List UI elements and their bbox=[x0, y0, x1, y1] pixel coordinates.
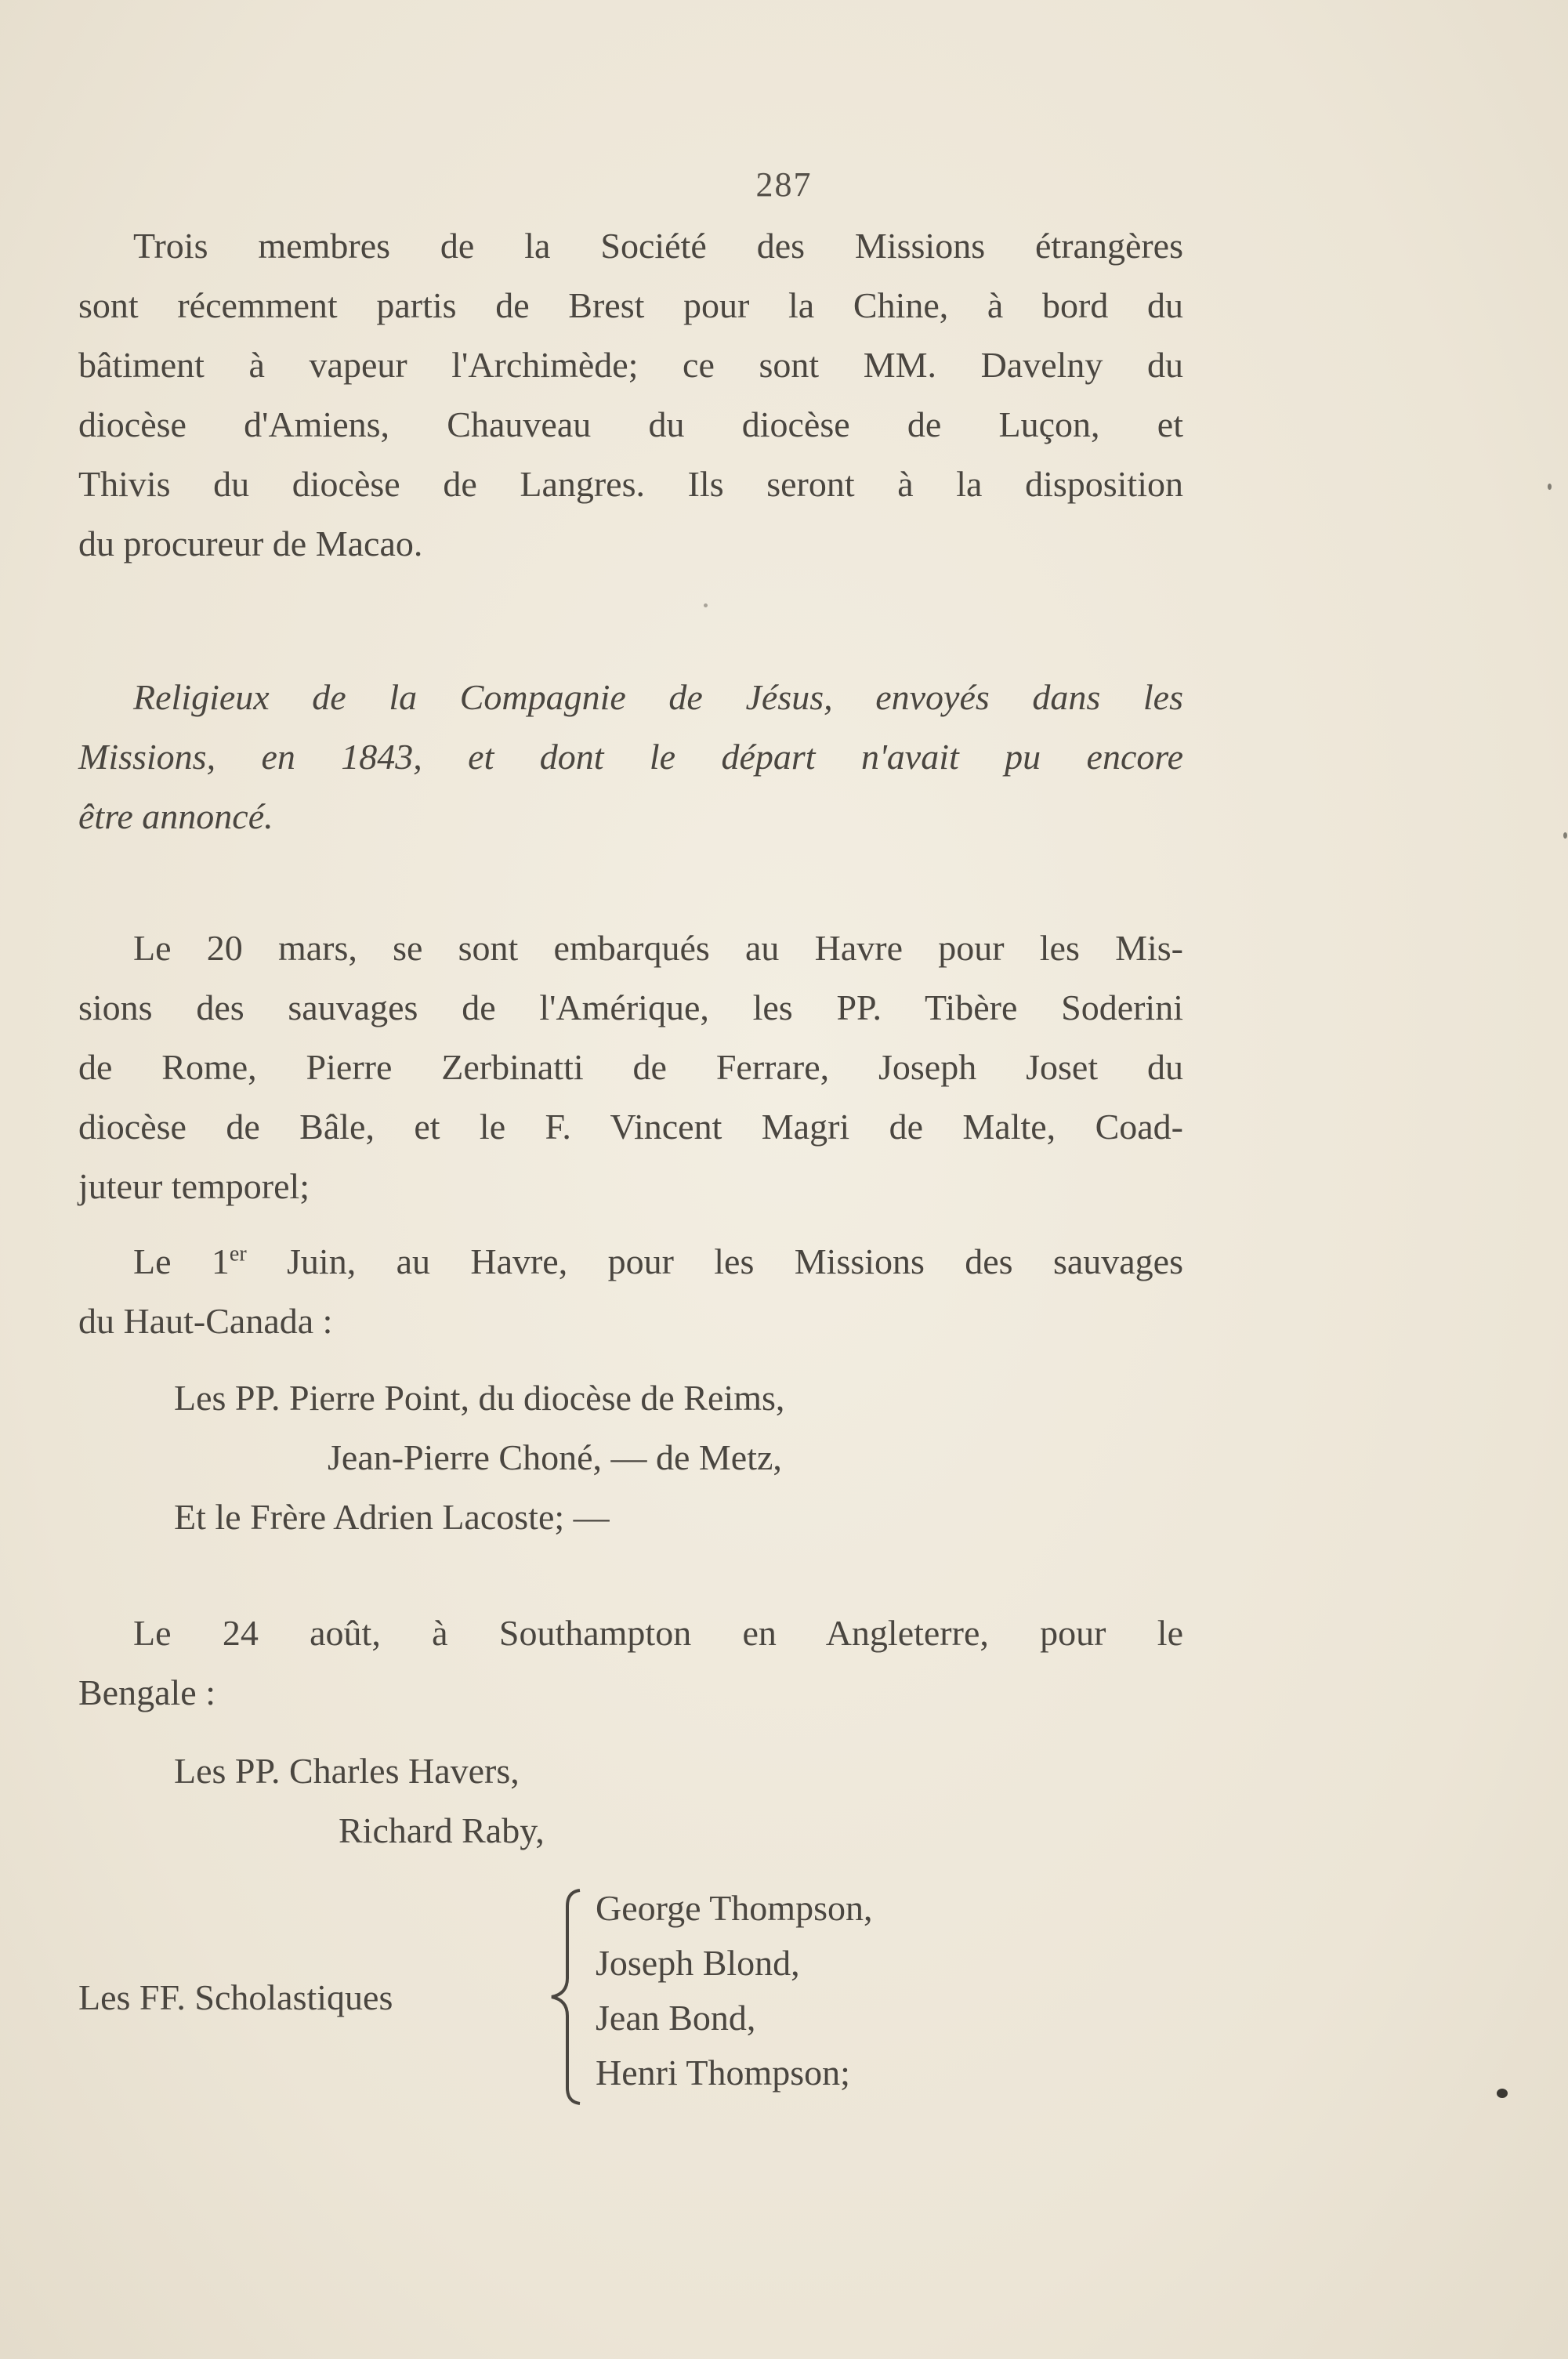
text-line: diocèse d'Amiens, Chauveau du diocèse de Luçon, et bbox=[78, 404, 1183, 444]
heading-line: Missions, en 1843, et dont le départ n'avait pu encore bbox=[78, 737, 1183, 777]
list-item: George Thompson, bbox=[596, 1888, 873, 1928]
text-line: Thivis du diocèse de Langres. Ils seront à la disposition bbox=[78, 464, 1183, 504]
ordinal-suffix: er bbox=[229, 1241, 247, 1266]
ink-speck bbox=[704, 603, 708, 607]
ink-speck bbox=[1548, 484, 1552, 490]
text-line: de Rome, Pierre Zerbinatti de Ferrare, Joseph Joset du bbox=[78, 1047, 1183, 1087]
list-item: Joseph Blond, bbox=[596, 1943, 800, 1983]
list-item: Jean Bond, bbox=[596, 1998, 756, 2038]
curly-brace-icon bbox=[541, 1887, 588, 2107]
list-item: Richard Raby, bbox=[339, 1810, 545, 1850]
scholastics-list bbox=[596, 1881, 873, 2100]
heading-line: Religieux de la Compagnie de Jésus, envoyés dans les bbox=[133, 677, 1183, 717]
list-item: Et le Frère Adrien Lacoste; — bbox=[174, 1497, 610, 1537]
line-rest: Juin, au Havre, pour les Missions des sauvages bbox=[246, 1241, 1183, 1281]
text-line: Le 24 août, à Southampton en Angleterre, pour le bbox=[133, 1613, 1183, 1653]
scholastics-group bbox=[78, 1881, 1097, 2116]
text-line: Le 20 mars, se sont embarqués au Havre pour les Mis- bbox=[133, 928, 1183, 968]
date-day: Le 1 bbox=[133, 1241, 230, 1281]
text-line: Bengale : bbox=[78, 1672, 215, 1712]
ink-speck bbox=[1497, 2089, 1508, 2098]
list-item: Les PP. Charles Havers, bbox=[174, 1751, 520, 1791]
page-number: 287 bbox=[755, 165, 813, 204]
text-line: juteur temporel; bbox=[78, 1166, 310, 1206]
text-line: diocèse de Bâle, et le F. Vincent Magri de Malte, Coad- bbox=[78, 1107, 1183, 1147]
text-line: sions des sauvages de l'Amérique, les PP. Tibère Soderini bbox=[78, 987, 1183, 1027]
text-line: du procureur de Macao. bbox=[78, 524, 423, 563]
list-item: Jean-Pierre Choné, — de Metz, bbox=[328, 1437, 782, 1477]
scholastics-label: Les FF. Scholastiques bbox=[78, 1977, 393, 2017]
text-line: sont récemment partis de Brest pour la Chine, à bord du bbox=[78, 285, 1183, 325]
text-line: bâtiment à vapeur l'Archimède; ce sont MM. Davelny du bbox=[78, 345, 1183, 385]
text-line: du Haut-Canada : bbox=[78, 1301, 333, 1341]
text-line: Trois membres de la Société des Missions étrangères bbox=[133, 226, 1183, 266]
heading-line: être annoncé. bbox=[78, 796, 273, 836]
ink-speck bbox=[1563, 832, 1567, 839]
list-item: Henri Thompson; bbox=[596, 2053, 850, 2093]
list-item: Les PP. Pierre Point, du diocèse de Reims, bbox=[174, 1378, 785, 1418]
